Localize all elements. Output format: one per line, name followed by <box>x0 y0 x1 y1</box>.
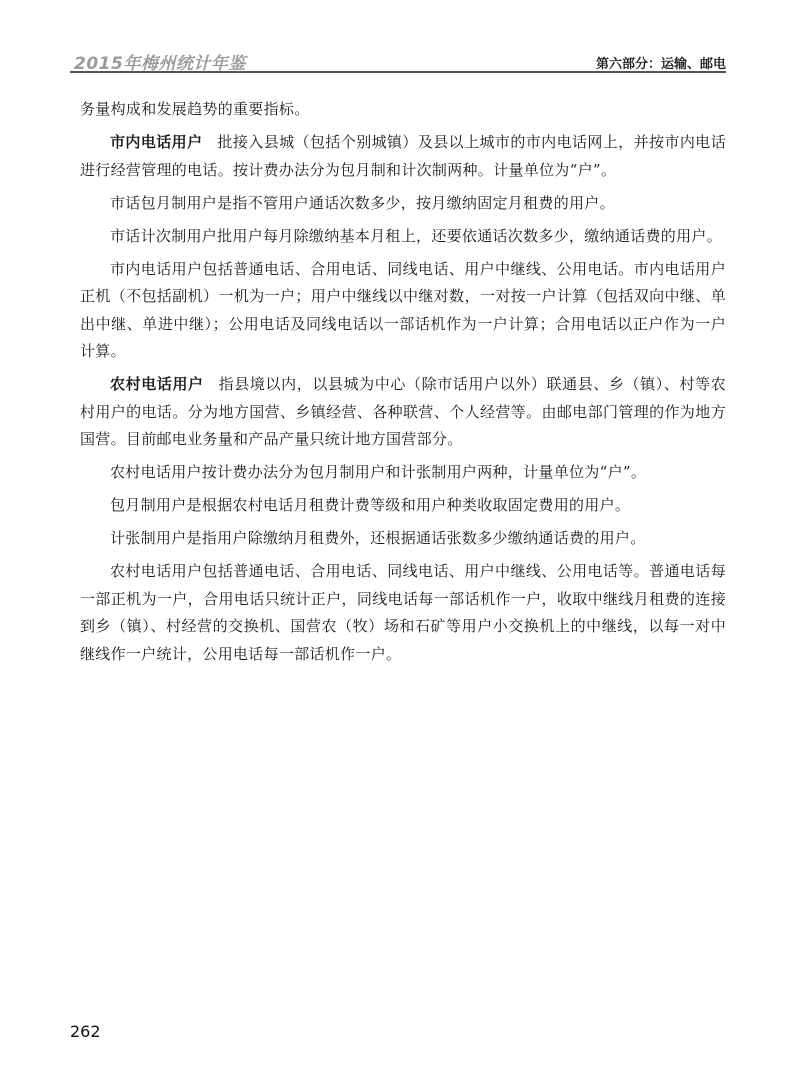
term-rural-telephone-users: 农村电话用户 <box>110 375 204 393</box>
paragraph: 市话包月制用户是指不管用户通话次数多少，按月缴纳固定月租费的用户。 <box>110 193 615 212</box>
term-urban-telephone-users: 市内电话用户 <box>110 133 203 151</box>
paragraph: 务量构成和发展趋势的重要指标。 <box>80 100 310 118</box>
paragraph: 市内电话用户包括普通电话、合用电话、同线电话、用户中继线、公用电话。市内电话用户正机（不包括副机）一机为一户；用户中继线以中继对数，一对按一户计算（包括双向中继、单出中继、单进中继）；公用电话及同线电话以一部话机作为一户计算；合用电话以正户作为一户计算。 <box>80 259 726 360</box>
paragraph: 农村电话用户包括普通电话、合用电话、同线电话、用户中继线、公用电话等。普通电话每一部正机为一户，合用电话只统计正户，同线电话每一部话机作一户，收取中继线月租费的连接到乡（镇）、村经营的交换机、国营农（牧）场和石矿等用户小交换机上的中继线，以每一对中继线作一户统计，公用电话每一部话机作一户。 <box>80 562 726 663</box>
paragraph: 计张制用户是指用户除缴纳月租费外，还根据通话张数多少缴纳通话费的用户。 <box>110 529 646 547</box>
paragraph-text: 批接入县城（包括个别城镇）及县以上城市的市内电话网上，并按市内电话进行经营管理的电话。按计费办法分为包月制和计次制两种。计量单位为“户”。 <box>80 133 726 179</box>
paragraph: 市话计次制用户批用户每月除缴纳基本月租上，还要依通话次数多少，缴纳通话费的用户。 <box>110 226 723 245</box>
body-text <box>80 96 726 674</box>
paragraph-text: 指县境以内，以县城为中心（除市话用户以外）联通县、乡（镇）、村等农村用户的电话。分为地方国营、乡镇经营、各种联营、个人经营等。由邮电部门管理的作为地方国营。目前邮电业务量和产品产量只统计地方国营部分。 <box>80 375 726 448</box>
paragraph: 农村电话用户按计费办法分为包月制用户和计张制用户两种，计量单位为“户”。 <box>110 463 647 481</box>
page-number: 262 <box>70 1022 101 1041</box>
paragraph <box>80 129 726 184</box>
page-header <box>70 47 726 73</box>
paragraph <box>80 371 726 454</box>
yearbook-title: 2015年梅州统计年鉴 <box>74 54 246 74</box>
section-title: 第六部分：运输、邮电 <box>595 57 726 72</box>
paragraph: 包月制用户是根据农村电话月租费计费等级和用户种类收取固定费用的用户。 <box>110 496 631 514</box>
header-divider <box>70 71 726 73</box>
